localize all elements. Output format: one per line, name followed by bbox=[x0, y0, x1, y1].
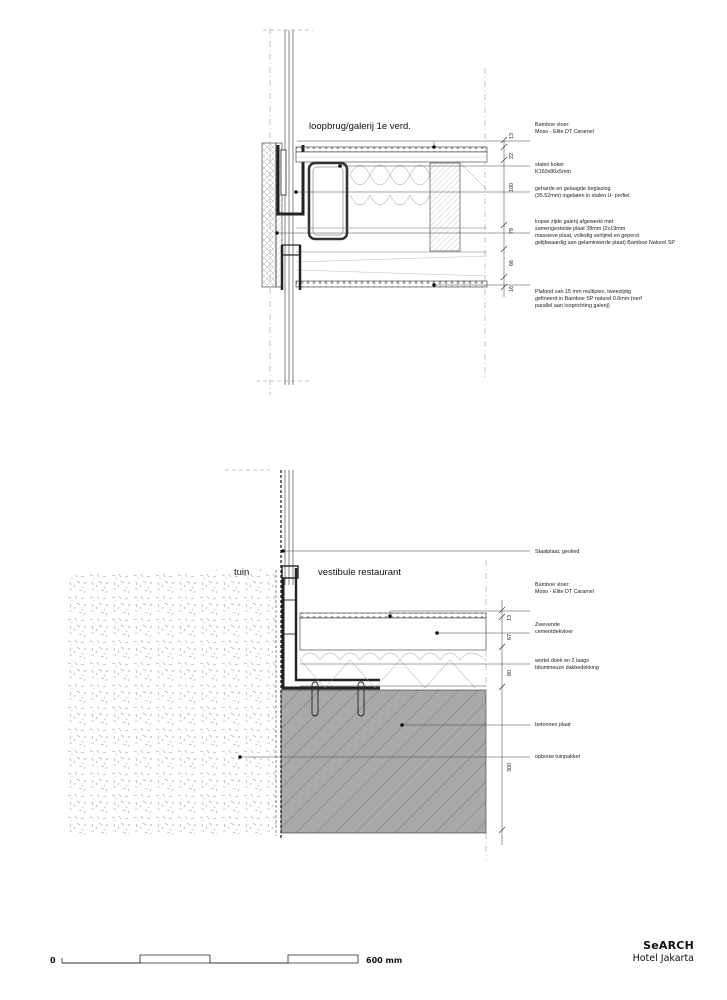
bottom-dim-1: 13 bbox=[507, 615, 513, 621]
bottom-ann-6: opbouw tuinpakket bbox=[535, 754, 580, 760]
top-dim-5: 66 bbox=[509, 260, 515, 266]
top-ann-1-line-1: Bamboe vloer: bbox=[535, 122, 570, 128]
bottom-dim-4: 300 bbox=[507, 763, 513, 772]
brand-block bbox=[633, 939, 694, 964]
top-dim-1: 13 bbox=[509, 133, 515, 139]
top-ann-1-line-2: Moso - Elite DT Caramel bbox=[535, 129, 594, 135]
top-ann-4-line-1: kopse zijde galerij afgewerkt met bbox=[535, 219, 614, 225]
top-dim-4: 78 bbox=[509, 228, 515, 234]
top-dim-6: 16 bbox=[509, 286, 515, 292]
scale-bar bbox=[50, 955, 402, 965]
top-ann-5-line-3: parallel aan looprichting galerij) bbox=[535, 303, 610, 309]
bottom-ann-4-line-2: bitumineuze dakbedekking bbox=[535, 665, 599, 671]
top-ann-4-line-4: gelijkwaardig aan gelamineerde plaat) Bamboe Naturel SP bbox=[535, 240, 675, 246]
top-dim-2: 22 bbox=[509, 153, 515, 159]
top-title: loopbrug/galerij 1e verd. bbox=[309, 121, 411, 132]
scale-end: 600 mm bbox=[366, 956, 403, 965]
bottom-detail bbox=[68, 470, 599, 860]
top-ann-3-line-2: (35.52mm) ingelaten in stalen U- profiel. bbox=[535, 193, 631, 199]
bottom-ann-2-line-2: Moso - Elite DT Caramel bbox=[535, 589, 594, 595]
bottom-dim-3: 80 bbox=[507, 670, 513, 676]
top-ann-3-line-1: geharde en gelaagde beglazing bbox=[535, 186, 611, 192]
top-ann-2-line-1: stalen koker bbox=[535, 162, 565, 168]
top-ann-2-line-2: K160x80x5mm bbox=[535, 169, 571, 175]
bottom-ann-4-line-1: wortel doek en 2 laags bbox=[535, 658, 589, 664]
bottom-dim-2: 67 bbox=[507, 634, 513, 640]
top-dim-3: 100 bbox=[509, 183, 515, 192]
top-ann-4-line-2: samengestelde plaat 38mm (2x19mm bbox=[535, 226, 626, 232]
top-detail bbox=[256, 28, 675, 395]
project-name: Hotel Jakarta bbox=[632, 953, 694, 964]
bottom-ann-3-line-2: cementdekvloer bbox=[535, 629, 574, 635]
top-ann-5-line-1: Plafond van 15 mm multiplex, tweezijdig bbox=[535, 289, 631, 295]
bottom-ann-3-line-1: Zwevende bbox=[535, 622, 560, 628]
bottom-label-tuin: tuin bbox=[234, 567, 250, 578]
brand-name: SeARCH bbox=[643, 939, 694, 952]
top-ann-4-line-3: massieve plaat, volledig verlijmd en geperst bbox=[535, 233, 640, 239]
scale-start: 0 bbox=[50, 956, 56, 965]
bottom-label-vestibule: vestibule restaurant bbox=[318, 567, 401, 578]
bottom-ann-5: betonnen plaat bbox=[535, 722, 571, 728]
bottom-ann-2-line-1: Bamboe vloer: bbox=[535, 582, 570, 588]
bottom-ann-1: Staalplaat, geolied bbox=[535, 549, 580, 555]
top-ann-5-line-2: gefineerd in Bamboe SP naturel 0.6mm (nerf bbox=[535, 296, 642, 302]
